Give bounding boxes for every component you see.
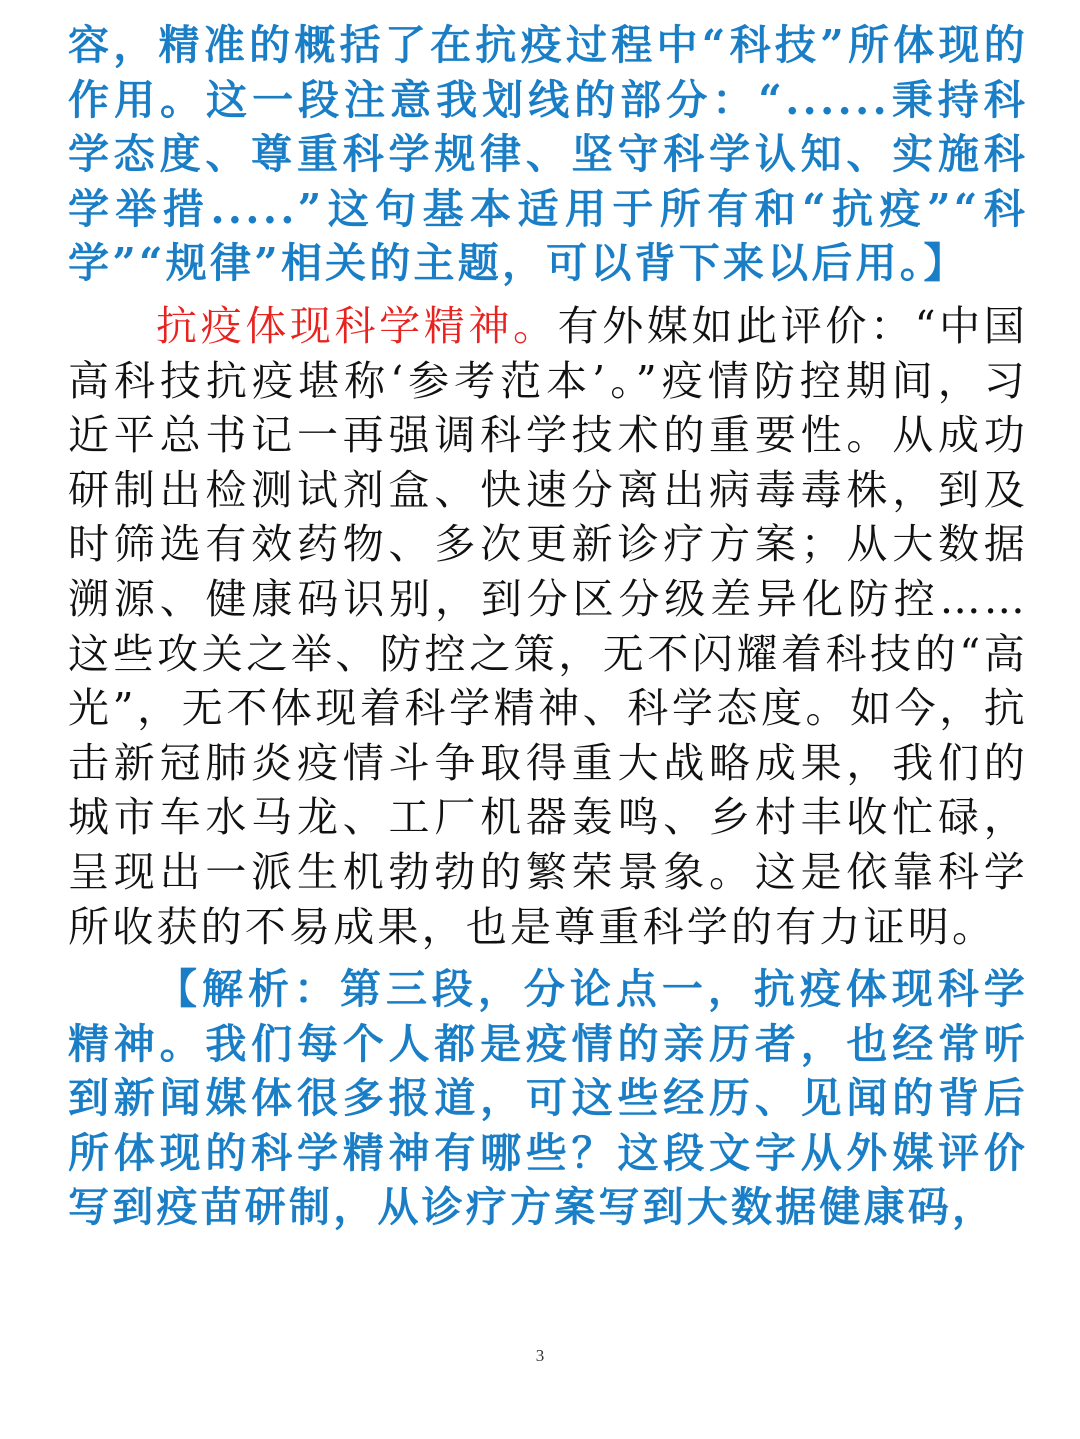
document-page (68, 18, 1028, 1235)
analysis-paragraph: 【解析：第三段，分论点一，抗疫体现科学精神。我们每个人都是疫情的亲历者，也经常听到新闻媒体很多报道，可这些经历、见闻的背后所体现的科学精神有哪些？这段文字从外媒评价写到疫苗研制，从诊疗方案写到大数据健康码， (68, 965, 1028, 1232)
body-paragraph-science-spirit (68, 299, 1028, 954)
page-number: 3 (535, 1346, 545, 1365)
analysis-paragraph-continued: 容，精准的概括了在抗疫过程中“科技”所体现的作用。这一段注意我划线的部分：“......秉持科学态度、尊重科学规律、坚守科学认知、实施科学举措.....”这句基本适用于所有和“抗疫”“科学”“规律”相关的主题，可以背下来以后用。】 (68, 21, 1028, 288)
body-text: 有外媒如此评价：“中国高科技抗疫堪称‘参考范本’。”疫情防控期间，习近平总书记一再强调科学技术的重要性。从成功研制出检测试剂盒、快速分离出病毒毒株，到及时筛选有效药物、多次更新诊疗方案；从大数据溯源、健康码识别，到分区分级差异化防控……这些攻关之举、防控之策，无不闪耀着科技的“高光”，无不体现着科学精神、科学态度。如今，抗击新冠肺炎疫情斗争取得重大战略成果，我们的城市车水马龙、工厂机器轰鸣、乡村丰收忙碌，呈现出一派生机勃勃的繁荣景象。这是依靠科学所收获的不易成果，也是尊重科学的有力证明。 (68, 301, 1028, 951)
paragraph-spacer (68, 291, 1028, 299)
paragraph-spacer (68, 954, 1028, 962)
section-heading: 抗疫体现科学精神。 (156, 301, 558, 350)
